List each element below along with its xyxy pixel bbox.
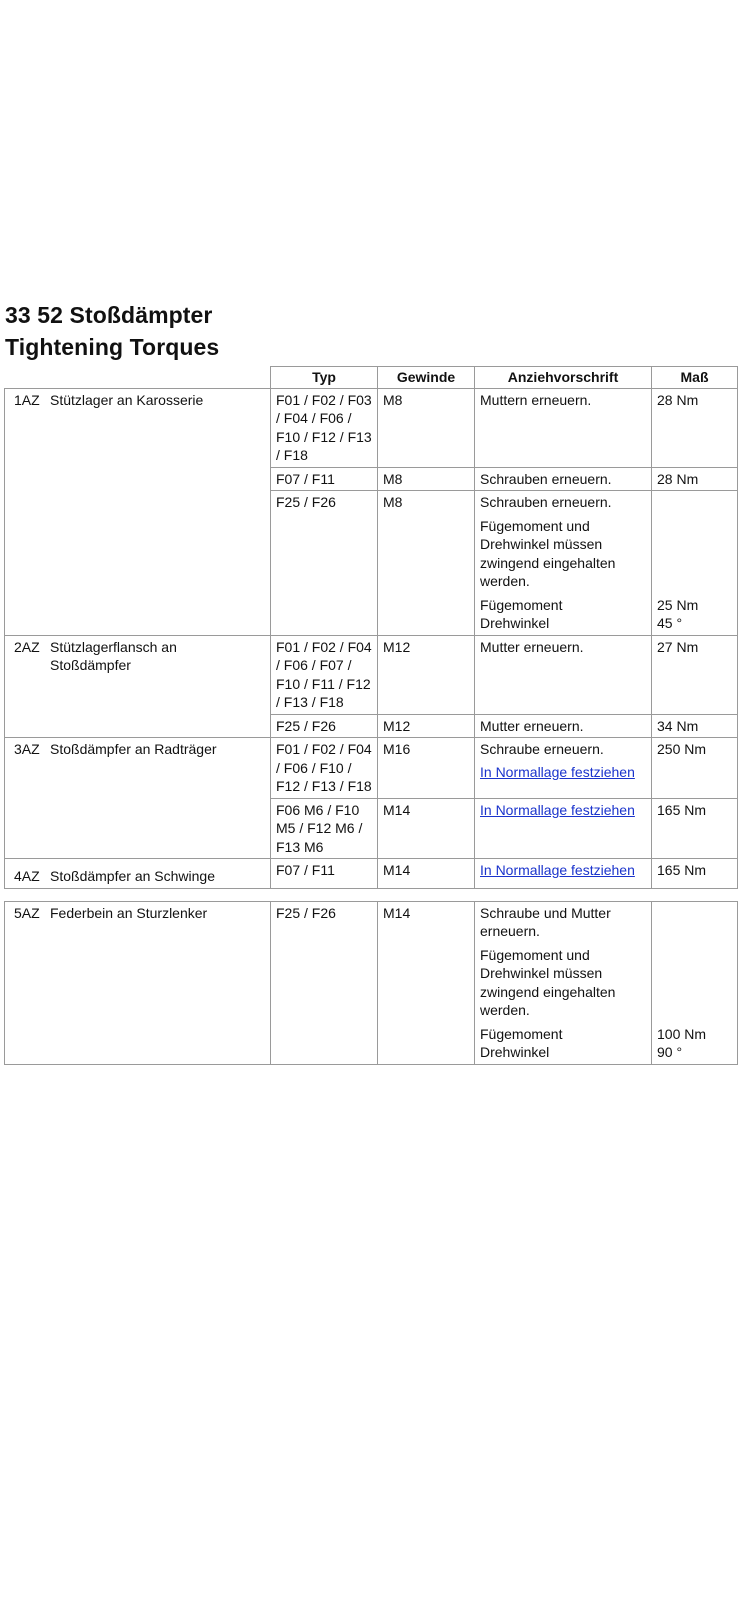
header-empty	[5, 367, 271, 389]
instruction-note: Fügemoment und Drehwinkel müssen zwingend eingehalten werden.	[480, 517, 616, 589]
label-drehwinkel: Drehwinkel	[480, 615, 550, 631]
gewinde-cell: M8	[378, 491, 475, 636]
vorschrift-cell	[475, 798, 652, 859]
vorschrift-cell: Muttern erneuern.	[475, 388, 652, 467]
position-desc: Stützlager an Karosserie	[50, 391, 204, 408]
gewinde-cell: M8	[378, 467, 475, 491]
vorschrift-cell	[475, 859, 652, 889]
gewinde-cell: M14	[378, 901, 475, 1064]
position-cell	[5, 388, 271, 635]
typ-cell: F25 / F26	[271, 901, 378, 1064]
header-anziehvorschrift: Anziehvorschrift	[475, 367, 652, 389]
mass-cell: 27 Nm	[652, 635, 738, 714]
label-drehwinkel: Drehwinkel	[480, 1044, 550, 1060]
gewinde-cell: M14	[378, 859, 475, 889]
vorschrift-cell	[475, 491, 652, 636]
header-mass: Maß	[652, 367, 738, 389]
position-cell	[5, 901, 271, 1064]
typ-cell: F07 / F11	[271, 859, 378, 889]
typ-cell: F01 / F02 / F03 / F04 / F06 / F10 / F12 / F13 / F18	[271, 388, 378, 467]
table-row	[5, 388, 738, 467]
mass-cell: 165 Nm	[652, 798, 738, 859]
typ-cell: F25 / F26	[271, 491, 378, 636]
normallage-link[interactable]: In Normallage festziehen	[480, 801, 635, 818]
mass-cell: 34 Nm	[652, 714, 738, 738]
label-fuegemoment: Fügemoment	[480, 596, 563, 613]
instruction-text: Schraube und Mutter erneuern.	[480, 904, 611, 939]
typ-cell: F25 / F26	[271, 714, 378, 738]
position-code: 3AZ	[14, 741, 40, 757]
table-row	[5, 901, 738, 1064]
vorschrift-cell	[475, 901, 652, 1064]
gewinde-cell: M8	[378, 388, 475, 467]
typ-cell: F01 / F02 / F04 / F06 / F10 / F12 / F13 / F18	[271, 738, 378, 799]
typ-cell: F07 / F11	[271, 467, 378, 491]
mass-cell: 165 Nm	[652, 859, 738, 889]
table-row	[5, 738, 738, 799]
gewinde-cell: M14	[378, 798, 475, 859]
position-code: 5AZ	[14, 904, 40, 921]
instruction-note: Fügemoment und Drehwinkel müssen zwingend eingehalten werden.	[480, 946, 616, 1018]
gewinde-cell: M12	[378, 635, 475, 714]
vorschrift-cell: Mutter erneuern.	[475, 714, 652, 738]
position-cell	[5, 635, 271, 738]
header-typ: Typ	[271, 367, 378, 389]
label-fuegemoment: Fügemoment	[480, 1025, 563, 1042]
typ-cell: F01 / F02 / F04 / F06 / F07 / F10 / F11 / F12 / F13 / F18	[271, 635, 378, 714]
mass-drehwinkel: 45 °	[657, 615, 683, 631]
mass-cell: 28 Nm	[652, 388, 738, 467]
mass-drehwinkel: 90 °	[657, 1044, 683, 1060]
mass-cell: 28 Nm	[652, 467, 738, 491]
vorschrift-cell: Schrauben erneuern.	[475, 467, 652, 491]
position-desc: Federbein an Sturzlenker	[50, 904, 208, 921]
mass-fuegemoment: 25 Nm	[657, 596, 699, 613]
position-desc: Stoßdämpfer an Schwinge	[50, 868, 215, 884]
position-desc-cont: Stoßdämpfer	[50, 657, 131, 673]
normallage-link[interactable]: In Normallage festziehen	[480, 862, 635, 878]
position-cell	[5, 738, 271, 859]
mass-cell	[652, 491, 738, 636]
instruction-text: Schrauben erneuern.	[480, 494, 612, 510]
position-desc: Stützlagerflansch an	[50, 638, 177, 655]
mass-cell	[652, 901, 738, 1064]
header-gewinde: Gewinde	[378, 367, 475, 389]
position-code: 4AZ	[14, 868, 40, 884]
page-subtitle: Tightening Torques	[5, 334, 220, 360]
table-row	[5, 635, 738, 714]
row-gap	[5, 888, 738, 901]
typ-cell: F06 M6 / F10 M5 / F12 M6 / F13 M6	[271, 798, 378, 859]
position-code: 2AZ	[14, 638, 40, 655]
position-desc: Stoßdämpfer an Radträger	[50, 741, 217, 757]
instruction-text: Schraube erneuern.	[480, 741, 604, 757]
mass-fuegemoment: 100 Nm	[657, 1025, 707, 1042]
position-code: 1AZ	[14, 391, 40, 408]
vorschrift-cell: Mutter erneuern.	[475, 635, 652, 714]
gewinde-cell: M16	[378, 738, 475, 799]
page-title: 33 52 Stoßdämpter	[5, 302, 213, 328]
table-row	[5, 859, 738, 889]
position-cell	[5, 859, 271, 889]
table-header	[5, 367, 738, 389]
vorschrift-cell	[475, 738, 652, 799]
gewinde-cell: M12	[378, 714, 475, 738]
mass-cell: 250 Nm	[652, 738, 738, 799]
torque-table	[4, 366, 738, 1065]
normallage-link[interactable]: In Normallage festziehen	[480, 763, 635, 780]
